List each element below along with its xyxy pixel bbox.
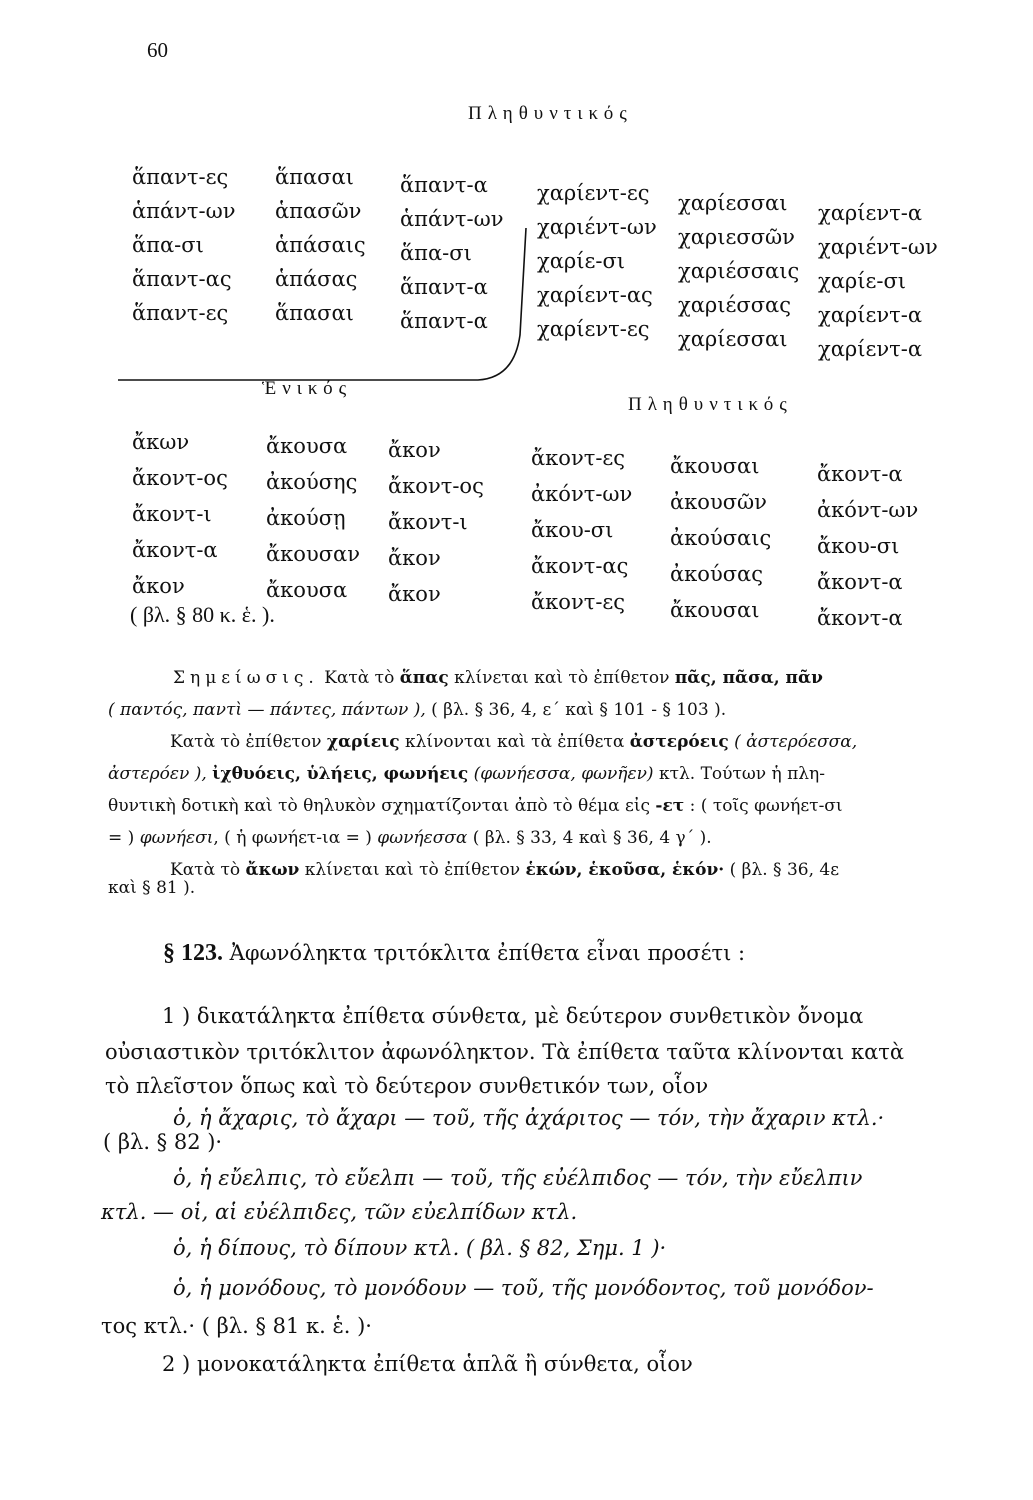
form-cell: ἄκοντ-α (817, 606, 903, 630)
group-bracket (118, 200, 538, 390)
note-line-5: θυντικὴ δοτικὴ καὶ τὸ θηλυκὸν σχηματίζονται ἀπὸ τὸ θέμα εἰς -ετ : ( τοῖς φωνήετ-σι (108, 796, 843, 816)
form-cell: χαρίε-σι (818, 269, 907, 293)
example-line: τος κτλ.· ( βλ. § 81 κ. ἑ. )· (101, 1314, 372, 1338)
form-cell: ἄκοντ-α (817, 462, 903, 486)
charieis-neut-column (818, 196, 938, 366)
form-cell: ἄκον (388, 582, 441, 606)
plural-heading-1: Πληθυντικός (468, 103, 633, 124)
form-cell: ἀκούσης (266, 470, 358, 494)
form-cell: χαριέντ-ων (537, 215, 657, 239)
form-cell: χαρίεντ-α (818, 303, 923, 327)
form-cell: ἄκου-σι (817, 534, 900, 558)
form-cell: ἄκον (132, 574, 185, 598)
example-ref: ( βλ. § 82 )· (103, 1130, 223, 1154)
section-para-line: 2 ) μονοκατάληκτα ἐπίθετα ἁπλᾶ ἢ σύνθετα, οἷον (162, 1352, 693, 1376)
note-label: Σημείωσις. (173, 668, 319, 688)
akon-sing-neut-column (388, 432, 484, 612)
form-cell: ἄκουσαν (266, 542, 360, 566)
form-cell: ἅπαντ-α (400, 275, 488, 299)
form-cell: ἀκόντ-ων (531, 482, 633, 506)
akon-plur-neut-column (817, 456, 918, 636)
form-cell: χαριεσσῶν (678, 225, 795, 249)
example-line: ὁ, ἡ ἄχαρις, τὸ ἄχαρι — τοῦ, τῆς ἀχάριτος — τόν, τὴν ἄχαριν κτλ.· (173, 1106, 885, 1130)
form-cell: ἁπάσας (275, 267, 358, 291)
form-cell: ἅπασαι (275, 165, 354, 189)
form-cell: ἄκουσα (266, 578, 348, 602)
note-line-8: καὶ § 81 ). (108, 878, 196, 898)
form-cell: χαρίεσσαι (678, 327, 788, 351)
page-number: 60 (147, 38, 168, 62)
note-line-3: Κατὰ τὸ ἐπίθετον χαρίεις κλίνονται καὶ τὰ ἐπίθετα ἀστερόεις ( ἀστερόεσσα, (170, 732, 858, 752)
form-cell: χαρίεντ-ες (537, 317, 650, 341)
form-cell: ἄκουσα (266, 434, 348, 458)
singular-heading: Ἑνικός (262, 378, 353, 399)
section-heading: § 123. Ἀφωνόληκτα τριτόκλιτα ἐπίθετα εἶναι προσέτι : (163, 940, 746, 966)
charieis-masc-column (537, 176, 657, 346)
form-cell: ἅπαντ-ες (132, 165, 229, 189)
example-line: κτλ. — οἱ, αἱ εὐέλπιδες, τῶν εὐελπίδων κτλ. (101, 1200, 578, 1224)
form-cell: ἀκούσαις (670, 526, 772, 550)
form-cell: ἄκοντ-ι (132, 502, 212, 526)
charieis-fem-column (678, 186, 799, 356)
section-para-line: οὐσιαστικὸν τριτόκλιτον ἀφωνόληκτον. Τὰ ἐπίθετα ταῦτα κλίνονται κατὰ (105, 1040, 905, 1064)
form-cell: χαρίε-σι (537, 249, 626, 273)
form-cell: ἄκουσαι (670, 598, 760, 622)
form-cell: ἄκοντ-ι (388, 510, 468, 534)
note-line-7: Κατὰ τὸ ἄκων κλίνεται καὶ τὸ ἐπίθετον ἑκών, ἑκοῦσα, ἑκόν· ( βλ. § 36, 4ε (170, 860, 840, 880)
form-cell: ἅπαντ-ες (132, 301, 229, 325)
form-cell: ἄκοντ-ος (132, 466, 228, 490)
form-cell: ἅπα-σι (132, 233, 204, 257)
form-cell: χαρίεντ-α (818, 337, 923, 361)
form-cell: ἅπαντ-α (400, 173, 488, 197)
section-number: § 123. (163, 940, 223, 966)
akon-plur-fem-column (670, 448, 771, 628)
section-para-line: τὸ πλεῖστον ὅπως καὶ τὸ δεύτερον συνθετικόν των, οἷον (105, 1074, 709, 1098)
form-cell: ἁπάντ-ων (132, 199, 236, 223)
form-cell: ἄκοντ-α (817, 570, 903, 594)
form-cell: ἄκουσαι (670, 454, 760, 478)
form-cell: χαριέσσας (678, 293, 791, 317)
form-cell: χαρίεντ-α (818, 201, 923, 225)
akon-plur-masc-column (531, 440, 632, 620)
form-cell: ἁπάσαις (275, 233, 366, 257)
example-line: ὁ, ἡ δίπους, τὸ δίπουν κτλ. ( βλ. § 82, Σημ. 1 )· (173, 1236, 667, 1260)
note-line-2: ( παντός, παντὶ — πάντες, πάντων ), ( βλ. § 36, 4, ε΄ καὶ § 101 - § 103 ). (108, 700, 727, 720)
akon-sing-fem-column (266, 428, 360, 608)
form-cell: ἄκον (388, 546, 441, 570)
section-para-line: 1 ) δικατάληκτα ἐπίθετα σύνθετα, μὲ δεύτερον συνθετικὸν ὄνομα (162, 1004, 864, 1028)
example-line: ὁ, ἡ εὔελπις, τὸ εὔελπι — τοῦ, τῆς εὐέλπιδος — τόν, τὴν εὔελπιν (173, 1166, 863, 1190)
form-cell: ἅπαντ-ας (132, 267, 232, 291)
example-line: ὁ, ἡ μονόδους, τὸ μονόδουν — τοῦ, τῆς μονόδοντος, τοῦ μονόδον- (173, 1276, 874, 1300)
note-line-4: ἀστερόεν ), ἰχθυόεις, ὑλήεις, φωνήεις (φωνήεσσα, φωνῆεν) κτλ. Τούτων ἡ πλη- (108, 764, 825, 784)
form-cell: ἀκούσας (670, 562, 763, 586)
form-cell: ἀκουσῶν (670, 490, 767, 514)
form-cell: ἄκοντ-α (132, 538, 218, 562)
form-cell: ἅπασαι (275, 301, 354, 325)
form-cell: χαριέσσαις (678, 259, 800, 283)
form-cell: ἀκούσῃ (266, 506, 346, 530)
singular-reference: ( βλ. § 80 κ. ἑ. ). (130, 602, 275, 627)
form-cell: ἄκοντ-ες (531, 446, 626, 470)
form-cell: ἄκου-σι (531, 518, 614, 542)
note-line-6: = ) φωνήεσι, ( ἡ φωνήετ-ια = ) φωνήεσσα ( βλ. § 33, 4 καὶ § 36, 4 γ΄ ). (108, 828, 712, 848)
form-cell: χαρίεσσαι (678, 191, 788, 215)
form-cell: ἅπα-σι (400, 241, 472, 265)
form-cell: ἄκον (388, 438, 441, 462)
form-cell: ἄκοντ-ας (531, 554, 629, 578)
form-cell: χαρίεντ-ας (537, 283, 653, 307)
form-cell: χαριέντ-ων (818, 235, 938, 259)
form-cell: ἄκοντ-ες (531, 590, 626, 614)
plural-heading-2: Πληθυντικός (628, 394, 793, 415)
akon-sing-masc-column (132, 424, 228, 604)
form-cell: ἅπαντ-α (400, 309, 488, 333)
form-cell: ἁπασῶν (275, 199, 362, 223)
note-line-1: Σημείωσις. Κατὰ τὸ ἅπας κλίνεται καὶ τὸ ἐπίθετον πᾶς, πᾶσα, πᾶν (173, 668, 823, 688)
form-cell: ἄκων (132, 430, 190, 454)
form-cell: ἄκοντ-ος (388, 474, 484, 498)
form-cell: χαρίεντ-ες (537, 181, 650, 205)
form-cell: ἁπάντ-ων (400, 207, 504, 231)
form-cell: ἀκόντ-ων (817, 498, 919, 522)
